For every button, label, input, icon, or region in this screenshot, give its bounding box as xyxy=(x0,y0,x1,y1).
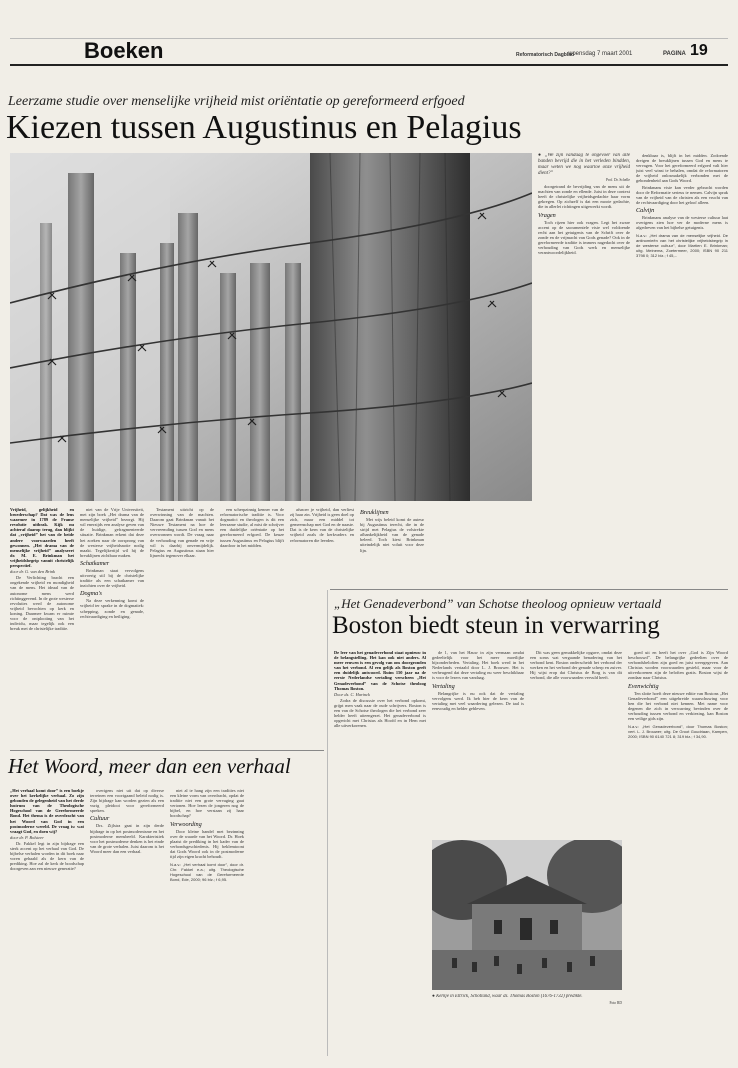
issue-date: woensdag 7 maart 2001 xyxy=(568,51,633,57)
article2-col4-text: goed uit en heeft het over „God is Zijn Woord beschouwd”. De belangrijke gedeelten over de verbondsbeloften zijn goed en juist weergegeven. Aan Christus worden voorwaarden gesteld, maar voor de uitverkorenen zijn de beloften gratis. Boston wijst de zondaar naar Christus. xyxy=(628,650,728,681)
page-header xyxy=(0,0,738,66)
church-photo-caption: ● Kerkje in Ettrick, Schotland, waar ds. Thomas Boston (1676-1732) predikte. xyxy=(432,994,583,999)
article2-col4b-text: Ten slotte hoeft deze nieuwe editie van Bostons „Het Genadeverbond” een uitgebreide waarschuwing voor hen die het verbond niet kennen. Met name voor degenen die zich in verwarring bevinden over de verhouding tussen verbond en verkiezing, kan Boston een veilige gids zijn. xyxy=(628,690,728,722)
subhead-dogmas: Dogma's xyxy=(80,590,102,598)
header-bottom-rule xyxy=(10,64,728,66)
article1-book-info: N.a.v.: „Het drama van de menselijke vrijheid. De antinomieën van het christelijke vrijheidsbegrip in de westerse cultuur”, door Martien E. Brinkman; uitg. Meinema, Zoetermeer, 2000; ISBN 90 211 3798 0; 312 blz.; f 45,-. xyxy=(636,233,728,259)
article1-col3-text: Testament uitricht op de overwinning van de machten. Daarom gaat Brinkman vanuit het Nieuwe Testament na hoe de vervreemding tussen God en mens overwonnen wordt. De vraag naar de verhouding van genade en vrije wil is daarbij onvermijdelijk. Pelagius en Augustinus staan hier lijnrecht tegenover elkaar. xyxy=(150,507,214,558)
article1-intro: Vrijheid, gelijkheid en broederschap? Dat was de leus waarmee in 1789 de Franse revolutie uitbrak. Kijk nu achteraf daarop terug, dan blijkt dat „vrijheid” het van de beide andere voorwaarden heeft gewonnen. „Het drama van de menselijke vrijheid” analyseert dr. M. E. Brinkman het vrijheidsbegrip vanuit christelijk perspectief. xyxy=(10,507,74,569)
article1-pullquote: ● „We zijn vandaag te ongevoer van alle banden bevrijd die in het verleden bindden, maar weten we nog waartoe onze vrijheid dient?” xyxy=(538,153,630,176)
article3-intro: „Het verhaal komt door” is een boekje over het kerkelijke verhaal. Zo zijn gebonden de gelegenheid van het derde lustrum van de Theologische Hogeschool van de Gereformeerde Bond. Het thema is de overdracht van het Woord van God in een postmoderne wereld. De vraag is: wat vraagt God, en doen wij? xyxy=(10,788,84,834)
article2-col2b-text: Belangrijke is nu ook dat de vertaling vervolgens werd. Ik heb hier de kern van de vertaling met veel waardering gelezen. De taal is eenvoudig en helder gebleven. xyxy=(432,690,524,711)
article2-col2-text: de 1, van het Hauw in zijn vermaan omdat gedeeltelijk voor het meer moeilijke bijzonderheden. Vertaling. Het boek werd in het Nederlands vertaald door L. J. Brouwer. Het is verheugend dat deze vertaling nu weer beschikbaar is voor de lezers van vandaag. xyxy=(432,650,524,681)
article-divider xyxy=(327,590,328,1056)
article3-col2b-text: Drs. Zijlstra gaat in zijn derde bijdrage in op het postmodernisme en het postmoderne mensbeeld. Karakteristiek voor het postmoderne denken is het einde van de grote verhalen. Juist daarom is het Woord meer dan een verhaal. xyxy=(90,823,164,854)
article1-column-3 xyxy=(150,507,214,745)
article2-column-3 xyxy=(530,650,622,834)
subhead-calvijn: Calvijn xyxy=(636,206,655,214)
article3-column-3 xyxy=(170,788,244,1052)
article2-column-1 xyxy=(334,650,426,1052)
article2-book-info: N.a.v.: „Het Genadeverbond”, door Thomas Boston; vert. L. J. Brouwer; uitg. De Groot Goudriaan, Kampen, 2000; ISBN 90 6140 721 8; 319 blz.; f 34,90. xyxy=(628,724,728,740)
article1-col2b-text: Brinkman staat vervolgens uitvoerig stil bij de christelijke traditie als een schatkamer van inzichten over de vrijheid. xyxy=(80,567,144,589)
article2-headline: Boston biedt steun in verwarring xyxy=(332,612,660,639)
article3-column-2 xyxy=(90,788,164,1052)
article1-col1-text: De Verlichting bracht een ongekende vrijheid en mondigheid van de mens. Het ideaal van de autonome mens werd richtinggevend. In de grote westerse revoluties werd de autonome vrijheid bevochten op kerk en koning. Daarmee kwam er ruimte voor de ontplooiing van het individu, maar tegelijk ook een breuk met de christelijke traditie. xyxy=(10,575,74,632)
article1-column-4 xyxy=(220,507,284,745)
article1-col6b-text: Toch rijzen hier ook vragen. Legt het zware accent op de sacramentele visie wel voldoende recht aan het getuigenis van de Schrift over de zonde en de vrijmacht van Gods genade? Ook in de gereformeerde traditie is immers nagedacht over de verhouding van Gods werk en menselijke verantwoordelijkheid. xyxy=(538,219,630,256)
article1-col4-text: een scherpzinnig kenner van de reformatorische traditie is. Voor dogmatici en theologen is dit een leerzame studie, al mist de schrijver een duidelijke oriëntatie op het gereformeerd erfgoed. De keuze tussen Augustinus en Pelagius blijft daardoor in het midden. xyxy=(220,507,284,548)
article3-col1-text: Dr. Fakkel legt in zijn bijdrage een sterk accent op het verhaal van God. De bijbelse verhalen worden in dit boek naar voren gehaald als de kern van de prediking. Hoe zal de kerk de boodschap doorgeven aan een nieuwe generatie? xyxy=(10,840,84,872)
article2-intro: De leer van het genadeverbond staat opnieuw in de belangstelling. Het kan ook niet anders. Al meer eeuwen is een gevolg van ons doorgronden van het verbond. Al een gelijk als Boston geeft een duidelijk antwoord. Ruim 150 jaar na de eerste Nederlandse vertaling verscheen „Het Genadeverbond” van de Schotse theoloog Thomas Boston. xyxy=(334,650,426,691)
article2-byline: Door ds. C. Harinck xyxy=(334,691,370,697)
article1-column-2 xyxy=(80,507,144,745)
subhead-evenwichtig: Evenwichtig xyxy=(628,682,659,690)
article2-col3-text: Dit was geen gemakkelijke opgave, omdat deze een soms wat vergaande benadering van het verbond kent. Boston onderscheidt het verbond der werken en het verbond der genade scherp en zuiver. Hij wijst erop dat Christus de Borg is van dit verbond, die alle voorwaarden vervuld heeft. xyxy=(530,650,622,681)
article1-col2-text: niet van de Vrije Universiteit, met zijn boek „Het drama van de menselijke vrijheid” bezorgt. Hij wil enerzijds een analyse geven van de huidige, gefragmenteerde situatie. Brinkman erkent dat deze het zoeken naar de oorsprong van de westerse vrijheidsnotie nodig maakt. Tegelijkertijd wil hij de breuklijnen zichtbaar maken. xyxy=(80,507,144,558)
article1-col6c-text: Met wijs beleid komt de auteur bij Augustinus terecht, die in de strijd met Pelagius de volstrekte afhankelijkheid van de genade beleed. Toch kiest Brinkman uiteindelijk niet voluit voor deze lijn. xyxy=(360,517,424,553)
article1-column-1 xyxy=(10,507,74,745)
article2-kicker: „Het Genadeverbond” van Schotse theoloog opnieuw vertaald xyxy=(334,596,662,611)
publication-name: Reformatorisch Dagblad xyxy=(516,52,575,58)
subhead-schatkamer: Schatkamer xyxy=(80,559,110,567)
article1-kicker: Leerzame studie over menselijke vrijheid mist oriëntatie op gereformeerd erfgoed xyxy=(8,94,465,109)
church-photo-image xyxy=(432,840,622,990)
article1-col7c-text: Brinkmans analyse van de westerse cultuur laat overigens zien hoe ver de moderne mens is afgedreven van het bijbelse getuigenis. xyxy=(636,214,728,231)
article3-book-info: N.a.v.: „Het verhaal komt door”, door dr. Chr. Fakkel e.a.; uitg. Theologische Hogeschool van de Gereformeerde Bond, Ede, 2000; 96 blz.; f 6,95. xyxy=(170,862,244,883)
article3-col3b-text: Door kleine handel met bezinning over de waarde van het Woord. Dr. Hoek plaatst de prediking in het kader van de verbondsgeschiedenis. Hij beklemtoont dat Gods Woord ook in de postmoderne tijd zijn eigen kracht behoudt. xyxy=(170,828,244,860)
subhead-breuklijnen: Breuklijnen xyxy=(360,509,389,516)
church-photo-caption-area xyxy=(432,994,622,1014)
article3-col2-text: overigens niet uit dat op diverse terreinen een voortgaand beleid nodig is. Zijn bijdrage kan worden gezien als een vurig pleidooi voor gereformeerd spreken. xyxy=(90,788,164,814)
article1-col7-text: denkbaar is, blijft in het midden. Zodoende dreigen de breuklijnen tussen God en mens te vervagen. Voor het gereformeerd erfgoed valt hier juist veel winst te behalen, omdat de reformatoren de vrijheid onlosmakelijk verbonden met de gebondenheid aan Gods Woord. xyxy=(636,153,728,184)
article1-byline: door dr. G. van den Brink xyxy=(10,569,55,575)
fence-photo xyxy=(10,153,532,501)
article3-top-rule xyxy=(10,750,324,751)
article2-top-rule xyxy=(330,589,728,590)
subhead-verwoording: Verwoording xyxy=(170,820,202,828)
fence-photo-image xyxy=(10,153,532,501)
article1-headline: Kiezen tussen Augustinus en Pelagius xyxy=(6,109,522,146)
article1-pullquote-credit: Prof. Dr. Schelle xyxy=(606,178,630,182)
article3-col3-text: niet al te hang zijn een tradities niet een kleine vorm van overdracht, opdat de traditie niet een grote vervaging gaat vertonen. Hoe lezen de jongeren nog de bijbel, en hoe verstaan zij haar boodschap? xyxy=(170,788,244,819)
article1-col7b-text: Brinkmans visie kan verder gebracht worden door de Reformatie serieus te nemen. Calvijn sprak van de vrijheid van de christen als een vrucht van de rechtvaardiging door het geloof alleen. xyxy=(636,184,728,205)
article2-column-2 xyxy=(432,650,524,834)
church-photo-credit: Foto RD xyxy=(609,1000,622,1005)
church-photo xyxy=(432,840,622,990)
article3-byline: door dr. P. Bolsteer xyxy=(10,834,44,840)
article3-headline: Het Woord, meer dan een verhaal xyxy=(8,754,291,778)
section-title: Boeken xyxy=(84,38,164,63)
subhead-vragen: Vragen xyxy=(538,211,556,219)
article3-column-1 xyxy=(10,788,84,1052)
article1-col5-text: afsnoer je vrijheid, dan verliest zij haar zin. Vrijheid is geen doel op zich, maar een middel tot gemeenschap met God en de naaste. Dat is de kern van de christelijke vrijheid zoals de kerkvaders en reformatoren die leerden. xyxy=(290,507,354,543)
article2-column-4 xyxy=(628,650,728,1052)
article2-col1-text: Zodra de discussie over het verbond opkomt, grijpt men vaak naar de oude schrijvers. Boston is een van de Schotse theologen die het verbond zeer helder heeft uiteengezet. Het genadeverbond is opgericht met Christus als Hoofd en in Hem met alle uitverkorenen. xyxy=(334,697,426,729)
article1-col2c-text: Na deze verkenning komt de vrijheid ter sprake in de dogmatiek: schepping, zonde en genade, rechtvaardiging en heiliging. xyxy=(80,598,144,619)
article1-col6-text: doorgetrand de bevrijding van de mens uit de machten van zonde en ellende. Juist in deze context heeft de christelijke vrijheidsgedachte haar vorm gekregen. Op zichzelf is dat een mooie gedachte, die in allerlei richtingen uitgewerkt wordt. xyxy=(538,184,630,210)
subhead-vertaling: Vertaling xyxy=(432,682,455,690)
subhead-cultuur: Cultuur xyxy=(90,815,110,823)
page-number: 19 xyxy=(690,42,708,59)
page-label: PAGINA xyxy=(663,51,686,57)
